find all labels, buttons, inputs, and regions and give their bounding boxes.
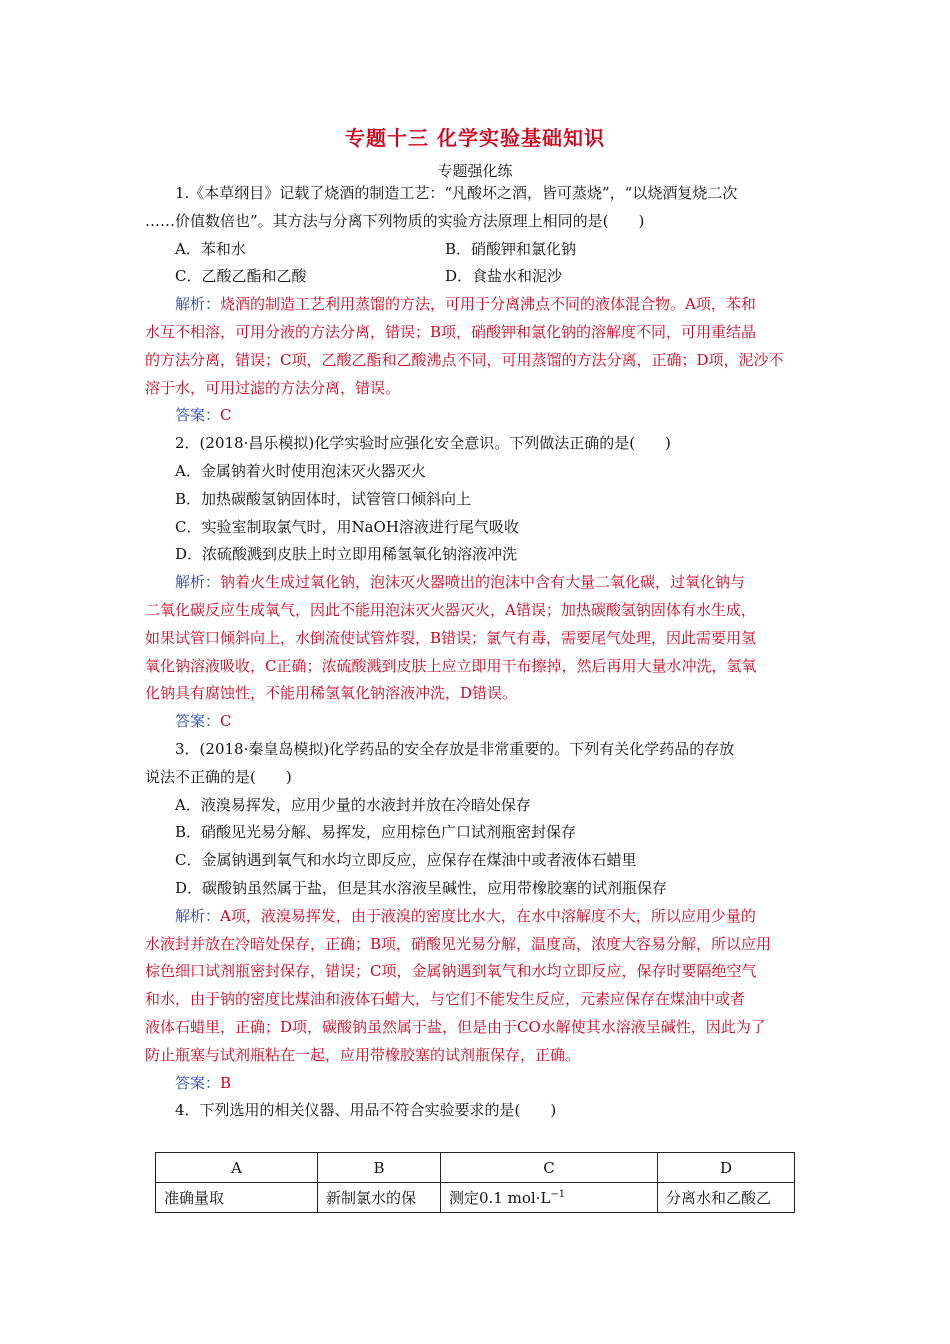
page-subtitle: 专题强化练 xyxy=(437,162,513,180)
table-cell-a: 准确量取 xyxy=(156,1183,318,1213)
q2-analysis-line3: 如果试管口倾斜向上，水倒流使试管炸裂，B错误；氯气有毒，需要尾气处理，因此需要用氢 xyxy=(145,628,757,647)
q3-answer xyxy=(145,1070,810,1098)
q2-option-c: C．实验室制取氯气时，用NaOH溶液进行尾气吸收 xyxy=(175,517,519,536)
table-cell-c xyxy=(441,1183,658,1213)
q1-analysis-line2: 水互不相溶，可用分液的方法分离，错误；B项，硝酸钾和氯化钠的溶解度不同，可用重结晶 xyxy=(145,322,757,341)
q2-option-d: D．浓硫酸溅到皮肤上时立即用稀氢氧化钠溶液冲洗 xyxy=(175,545,518,564)
table-cell-c-superscript: −1 xyxy=(550,1189,566,1200)
q3-option-b: B．硝酸见光易分解、易挥发，应用棕色广口试剂瓶密封保存 xyxy=(175,823,577,842)
q4-table xyxy=(155,1152,795,1213)
question-content xyxy=(145,180,810,1125)
table-header-c: C xyxy=(441,1153,658,1183)
q2-answer xyxy=(145,708,810,736)
table-cell-d: 分离水和乙酸乙 xyxy=(658,1183,795,1213)
q1-analysis-line4: 溶于水，可用过滤的方法分离，错误。 xyxy=(145,378,401,397)
q1-stem-line2: ……价值数倍也”。其方法与分离下列物质的实验方法原理上相同的是( ) xyxy=(145,211,645,230)
q3-analysis-line6: 防止瓶塞与试剂瓶粘在一起，应用带橡胶塞的试剂瓶保存，正确。 xyxy=(145,1045,581,1064)
table-cell-c-text: 测定0.1 mol·L xyxy=(449,1189,551,1207)
q3-stem-line1: 3．(2018·秦皇岛模拟)化学药品的安全存放是非常重要的。下列有关化学药品的存放 xyxy=(175,739,735,758)
q1-stem-line1: 1.《本草纲目》记载了烧酒的制造工艺：“凡酸坏之酒，皆可蒸烧”，“以烧酒复烧二次 xyxy=(175,184,738,202)
q2-analysis-line4: 氧化钠溶液吸收，C正确；浓硫酸溅到皮肤上应立即用干布擦掉，然后再用大量水冲洗，氢氧 xyxy=(145,656,757,675)
q1-option-b: B．硝酸钾和氯化钠 xyxy=(445,239,577,258)
q1-options-row2 xyxy=(145,263,810,291)
q3-stem-line2: 说法不正确的是( ) xyxy=(145,767,292,786)
q1-answer xyxy=(145,402,810,430)
q3-analysis-line4: 和水，由于钠的密度比煤油和液体石蜡大，与它们不能发生反应，元素应保存在煤油中或者 xyxy=(145,990,746,1009)
q3-answer-label: 答案： xyxy=(175,1073,221,1092)
table-cell-b: 新制氯水的保 xyxy=(318,1183,441,1213)
q2-analysis-line1 xyxy=(145,569,810,597)
table-header-row xyxy=(156,1153,795,1183)
table-header-b: B xyxy=(318,1153,441,1183)
q3-analysis-line1 xyxy=(145,903,810,931)
q3-analysis-text1: A项，液溴易挥发，由于液溴的密度比水大，在水中溶解度不大，所以应用少量的 xyxy=(220,906,756,925)
q3-answer-value: B xyxy=(220,1073,232,1092)
q1-options-row1 xyxy=(145,236,810,264)
q1-analysis-label: 解析： xyxy=(175,295,221,314)
q4-stem: 4．下列选用的相关仪器、用品不符合实验要求的是( ) xyxy=(175,1101,557,1120)
q2-analysis-label: 解析： xyxy=(175,573,221,592)
q1-analysis-text1: 烧酒的制造工艺利用蒸馏的方法，可用于分离沸点不同的液体混合物。A项，苯和 xyxy=(220,295,756,314)
q1-option-a: A．苯和水 xyxy=(175,239,246,258)
q2-stem: 2．(2018·昌乐模拟)化学实验时应强化安全意识。下列做法正确的是( ) xyxy=(175,434,671,453)
q1-option-c: C．乙酸乙酯和乙酸 xyxy=(175,267,307,286)
q3-analysis-line5: 液体石蜡里，正确；D项，碳酸钠虽然属于盐，但是由于CO水解使其水溶液呈碱性，因此为了 xyxy=(145,1017,766,1036)
q1-answer-value: C xyxy=(220,406,232,425)
q2-answer-value: C xyxy=(220,712,232,731)
q3-analysis-label: 解析： xyxy=(175,906,221,925)
q3-analysis-line2: 水液封并放在冷暗处保存，正确；B项，硝酸见光易分解，温度高，浓度大容易分解，所以应用 xyxy=(145,934,772,953)
q2-answer-label: 答案： xyxy=(175,712,221,731)
table-header-a: A xyxy=(156,1153,318,1183)
q3-option-d: D．碳酸钠虽然属于盐，但是其水溶液呈碱性，应用带橡胶塞的试剂瓶保存 xyxy=(175,878,668,897)
q1-analysis-line3: 的方法分离，错误；C项，乙酸乙酯和乙酸沸点不同，可用蒸馏的方法分离，正确；D项，泥沙不 xyxy=(145,350,784,369)
q3-analysis-line3: 棕色细口试剂瓶密封保存，错误；C项，金属钠遇到氧气和水均立即反应，保存时要隔绝空气 xyxy=(145,962,757,981)
table-header-d: D xyxy=(658,1153,795,1183)
page-title: 专题十三 化学实验基础知识 xyxy=(345,126,605,150)
table-row xyxy=(156,1183,795,1213)
q2-analysis-text1: 钠着火生成过氧化钠，泡沫灭火器喷出的泡沫中含有大量二氧化碳，过氧化钠与 xyxy=(220,573,746,592)
q3-option-a: A．液溴易挥发，应用少量的水液封并放在冷暗处保存 xyxy=(175,795,531,814)
q2-analysis-line5: 化钠具有腐蚀性，不能用稀氢氧化钠溶液冲洗，D错误。 xyxy=(145,684,518,703)
q1-analysis-line1 xyxy=(145,291,810,319)
q1-option-d: D．食盐水和泥沙 xyxy=(445,267,563,286)
q2-option-b: B．加热碳酸氢钠固体时，试管管口倾斜向上 xyxy=(175,489,472,508)
q1-answer-label: 答案： xyxy=(175,406,221,425)
q2-option-a: A．金属钠着火时使用泡沫灭火器灭火 xyxy=(175,461,426,480)
q2-analysis-line2: 二氧化碳反应生成氧气，因此不能用泡沫灭火器灭火，A错误；加热碳酸氢钠固体有水生成， xyxy=(145,600,756,619)
q3-option-c: C．金属钠遇到氧气和水均立即反应，应保存在煤油中或者液体石蜡里 xyxy=(175,851,637,870)
